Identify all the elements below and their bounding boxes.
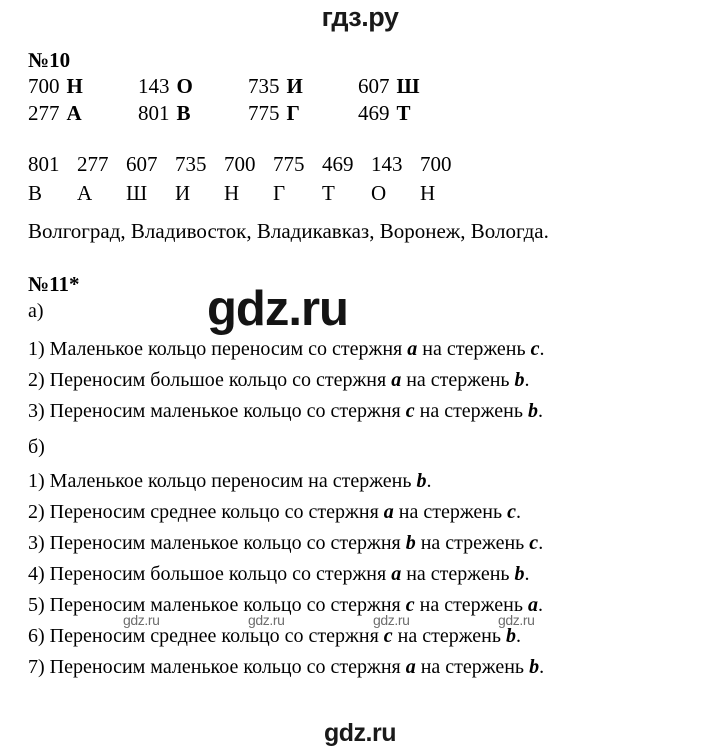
step-text: на стержень (393, 501, 508, 523)
code-letter: И (286, 74, 303, 98)
answer-letter: Ш (126, 181, 148, 205)
task-10-code-grid (28, 73, 468, 127)
rod-to: b (527, 400, 538, 422)
code-cell (138, 100, 248, 127)
watermark-small: gdz.ru (373, 612, 410, 628)
code-cell (358, 73, 468, 100)
answer-number: 735 (175, 152, 207, 176)
rod-to: a (527, 594, 538, 616)
step-text: Переносим маленькое кольцо со стержня (49, 594, 406, 616)
watermark-row (0, 612, 720, 630)
code-letter: Ш (396, 74, 420, 98)
step-line (28, 559, 544, 590)
answer-number: 277 (77, 152, 109, 176)
step-line (28, 497, 544, 528)
code-cell (248, 73, 358, 100)
answer-letter-row (28, 179, 469, 208)
step-text: Переносим маленькое кольцо со стержня (49, 656, 406, 678)
code-letter: Г (286, 101, 300, 125)
answer-number: 700 (420, 152, 452, 176)
rod-to: b (514, 563, 525, 585)
step-text: Переносим среднее кольцо со стержня (49, 625, 384, 647)
code-cell (28, 73, 138, 100)
answer-number: 775 (273, 152, 305, 176)
answer-letter: О (371, 181, 387, 205)
step-text: . (516, 625, 521, 647)
answer-number: 801 (28, 152, 60, 176)
answer-letter: И (175, 181, 191, 205)
watermark-small: gdz.ru (123, 612, 160, 628)
code-number: 607 (358, 74, 390, 98)
site-logo-top: гдз.ру (321, 2, 399, 32)
step-text: . (538, 532, 544, 554)
step-index: 2) (28, 369, 50, 391)
step-text: Переносим большое кольцо со стержня (49, 369, 392, 391)
rod-from: c (383, 625, 393, 647)
step-index: 3) (28, 400, 50, 422)
answer-number: 143 (371, 152, 403, 176)
step-text: на стрежень (415, 532, 530, 554)
step-text: на стержень (415, 656, 530, 678)
step-text: . (516, 501, 521, 523)
rod-from: c (405, 400, 415, 422)
code-number: 277 (28, 101, 60, 125)
step-text: Переносим среднее кольцо со стержня (49, 501, 384, 523)
step-text: Переносим большое кольцо со стержня (49, 563, 392, 585)
rod-to: c (530, 338, 540, 360)
step-index: 1) (28, 470, 50, 492)
step-line (28, 466, 544, 497)
step-line (28, 652, 544, 683)
code-cell (28, 100, 138, 127)
step-index: 6) (28, 625, 50, 647)
rod-from: a (407, 338, 418, 360)
answer-letter: А (77, 181, 93, 205)
code-cell (248, 100, 358, 127)
answer-letter: Н (420, 181, 436, 205)
step-index: 4) (28, 563, 50, 585)
rod-to: b (416, 470, 427, 492)
rod-to: b (506, 625, 516, 647)
answer-number-row (28, 150, 469, 179)
task-11-heading: №11* (28, 272, 80, 296)
code-row (28, 73, 468, 100)
rod-from: a (391, 369, 402, 391)
step-line (28, 334, 544, 365)
site-logo-bottom: gdz.ru (324, 719, 396, 747)
code-letter: Т (396, 101, 411, 125)
step-line (28, 528, 544, 559)
step-text: на стержень (401, 369, 515, 391)
answer-number: 607 (126, 152, 158, 176)
task-11-part-a-steps (28, 334, 544, 427)
step-text: Маленькое кольцо переносим со стержня (49, 338, 408, 360)
watermark-large: gdz.ru (207, 282, 348, 336)
step-text: . (524, 369, 530, 391)
task-11-part-a-label: а) (28, 300, 44, 322)
watermark-small: gdz.ru (498, 612, 535, 628)
code-cell (358, 100, 468, 127)
answer-number: 700 (224, 152, 256, 176)
code-number: 735 (248, 74, 280, 98)
answer-letter: В (28, 181, 43, 205)
step-text: на стержень (414, 594, 528, 616)
step-text: . (539, 338, 545, 360)
step-text: . (524, 563, 530, 585)
answer-letter: Т (322, 181, 335, 205)
rod-to: c (529, 532, 539, 554)
step-text: Маленькое кольцо переносим на стержень (49, 470, 417, 492)
code-row (28, 100, 468, 127)
rod-from: a (391, 563, 402, 585)
step-text: . (426, 470, 432, 492)
answer-letter: Н (224, 181, 240, 205)
code-number: 143 (138, 74, 170, 98)
code-number: 775 (248, 101, 280, 125)
watermark-small: gdz.ru (248, 612, 285, 628)
code-letter: А (66, 101, 82, 125)
code-number: 801 (138, 101, 170, 125)
rod-from: c (405, 594, 415, 616)
step-index: 7) (28, 656, 50, 678)
step-text: на стержень (401, 563, 515, 585)
step-text: . (539, 656, 545, 678)
code-number: 469 (358, 101, 390, 125)
code-letter: Н (66, 74, 83, 98)
rod-from: a (405, 656, 416, 678)
rod-to: c (507, 501, 516, 523)
step-line (28, 396, 544, 427)
task-10-answer-block (28, 150, 469, 208)
step-text: . (537, 400, 543, 422)
task-11-part-b-steps (28, 466, 544, 683)
rod-to: b (529, 656, 540, 678)
step-index: 2) (28, 501, 50, 523)
step-text: на стержень (414, 400, 528, 422)
step-index: 3) (28, 532, 50, 554)
code-number: 700 (28, 74, 60, 98)
answer-letter: Г (273, 181, 286, 205)
step-text: Переносим маленькое кольцо со стержня (49, 532, 406, 554)
rod-from: a (383, 501, 394, 523)
task-10-heading: №10 (28, 48, 71, 72)
step-text: . (537, 594, 543, 616)
step-text: Переносим маленькое кольцо со стержня (49, 400, 406, 422)
step-text: на стержень (392, 625, 506, 647)
rod-to: b (514, 369, 525, 391)
step-index: 5) (28, 594, 50, 616)
step-index: 1) (28, 338, 50, 360)
answer-number: 469 (322, 152, 354, 176)
step-text: на стержень (417, 338, 531, 360)
task-11-part-b-label: б) (28, 436, 45, 458)
code-letter: О (176, 74, 193, 98)
rod-from: b (405, 532, 416, 554)
code-cell (138, 73, 248, 100)
task-10-cities-line: Волгоград, Владивосток, Владикавказ, Воронеж, Вологда. (28, 219, 549, 243)
step-line (28, 365, 544, 396)
code-letter: В (176, 101, 191, 125)
